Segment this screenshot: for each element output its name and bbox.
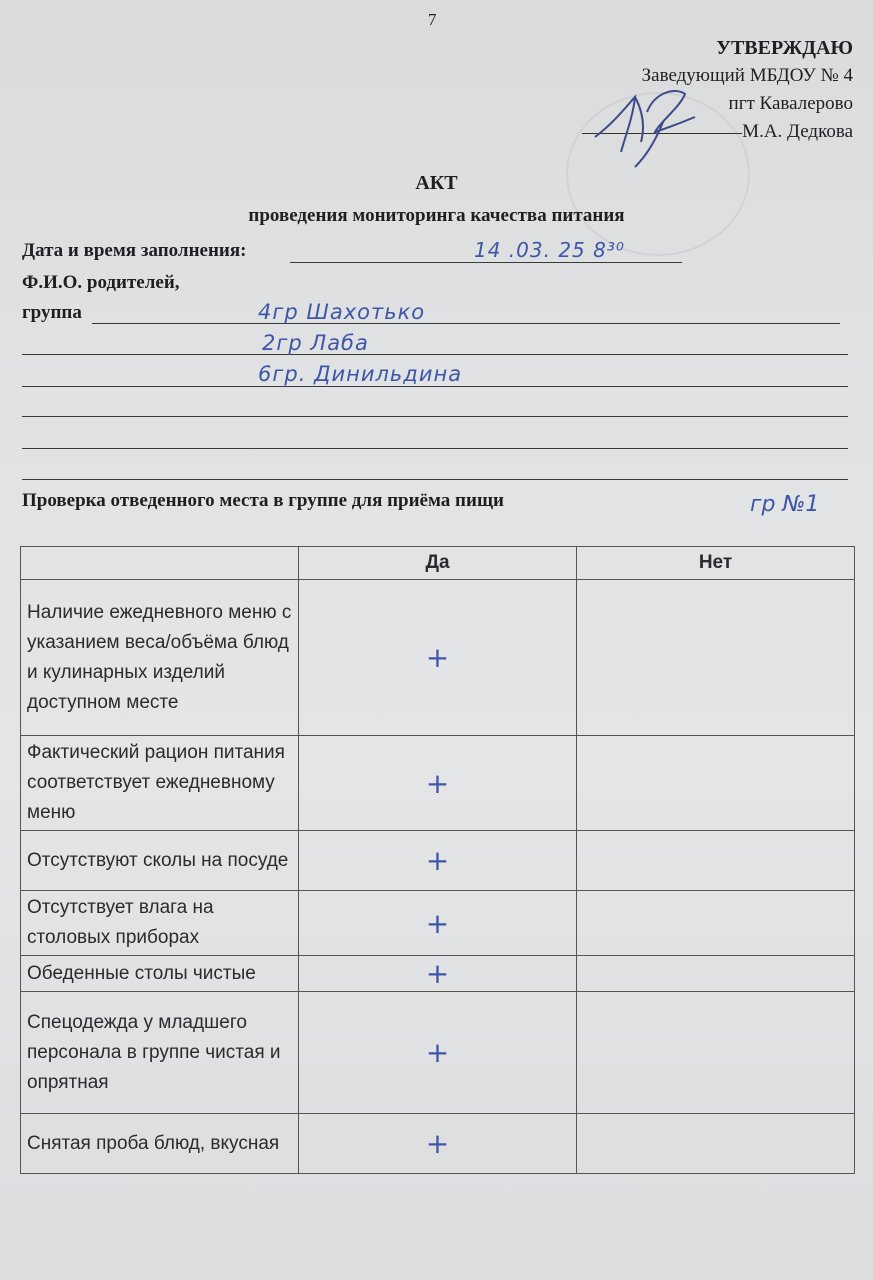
yes-cell: + xyxy=(299,956,577,992)
page-number: 7 xyxy=(428,10,437,29)
criterion-cell: Снятая проба блюд, вкусная xyxy=(21,1114,299,1174)
entry-3: 6гр. Динильдина xyxy=(258,362,463,386)
table-row xyxy=(21,736,855,831)
header-criterion xyxy=(21,547,299,580)
entry-1: 4гр Шахотько xyxy=(258,300,426,324)
datetime-value: 14 .03. 25 8³⁰ xyxy=(474,238,625,262)
doc-title: АКТ xyxy=(415,172,458,194)
yes-cell: + xyxy=(299,992,577,1114)
criterion-cell: Отсутствуют сколы на посуде xyxy=(21,831,299,891)
yes-cell: + xyxy=(299,831,577,891)
datetime-underline xyxy=(290,262,682,263)
no-cell xyxy=(577,992,855,1114)
entry-line-6 xyxy=(22,479,848,480)
entry-line-3 xyxy=(22,386,848,387)
no-cell xyxy=(577,831,855,891)
table-row xyxy=(21,992,855,1114)
approval-name: М.А. Дедкова xyxy=(742,121,853,142)
criterion-cell: Отсутствует влага на столовых приборах xyxy=(21,891,299,956)
table-header-row xyxy=(21,547,855,580)
no-cell xyxy=(577,1114,855,1174)
group-tag: гр №1 xyxy=(750,492,820,517)
header-no: Нет xyxy=(577,547,855,580)
table-row xyxy=(21,956,855,992)
table-row xyxy=(21,831,855,891)
yes-cell: + xyxy=(299,736,577,831)
datetime-label: Дата и время заполнения: xyxy=(22,240,247,261)
no-cell xyxy=(577,956,855,992)
header-yes: Да xyxy=(299,547,577,580)
no-cell xyxy=(577,736,855,831)
no-cell xyxy=(577,891,855,956)
entry-line-2 xyxy=(22,354,848,355)
checklist-table xyxy=(20,546,855,1174)
approval-heading: УТВЕРЖДАЮ xyxy=(716,37,853,59)
yes-cell: + xyxy=(299,891,577,956)
criterion-cell: Спецодежда у младшего персонала в группе чистая и опрятная xyxy=(21,992,299,1114)
doc-subtitle: проведения мониторинга качества питания xyxy=(248,205,625,226)
criterion-cell: Обеденные столы чистые xyxy=(21,956,299,992)
approval-position: Заведующий МБДОУ № 4 xyxy=(641,65,853,86)
entry-line-4 xyxy=(22,416,848,417)
approval-location: пгт Кавалерово xyxy=(728,93,853,114)
criterion-cell: Наличие ежедневного меню с указанием веса/объёма блюд и кулинарных изделий доступном месте xyxy=(21,580,299,736)
yes-cell: + xyxy=(299,580,577,736)
entry-2: 2гр Лаба xyxy=(262,331,369,355)
table-row xyxy=(21,1114,855,1174)
group-label: группа xyxy=(22,302,82,323)
table-row xyxy=(21,580,855,736)
parents-label: Ф.И.О. родителей, xyxy=(22,272,180,293)
entry-line-1 xyxy=(92,323,840,324)
section-title: Проверка отведенного места в группе для приёма пищи xyxy=(22,490,504,511)
no-cell xyxy=(577,580,855,736)
signature xyxy=(585,82,705,170)
entry-line-5 xyxy=(22,448,848,449)
table-row xyxy=(21,891,855,956)
yes-cell: + xyxy=(299,1114,577,1174)
criterion-cell: Фактический рацион питания соответствует ежедневному меню xyxy=(21,736,299,831)
